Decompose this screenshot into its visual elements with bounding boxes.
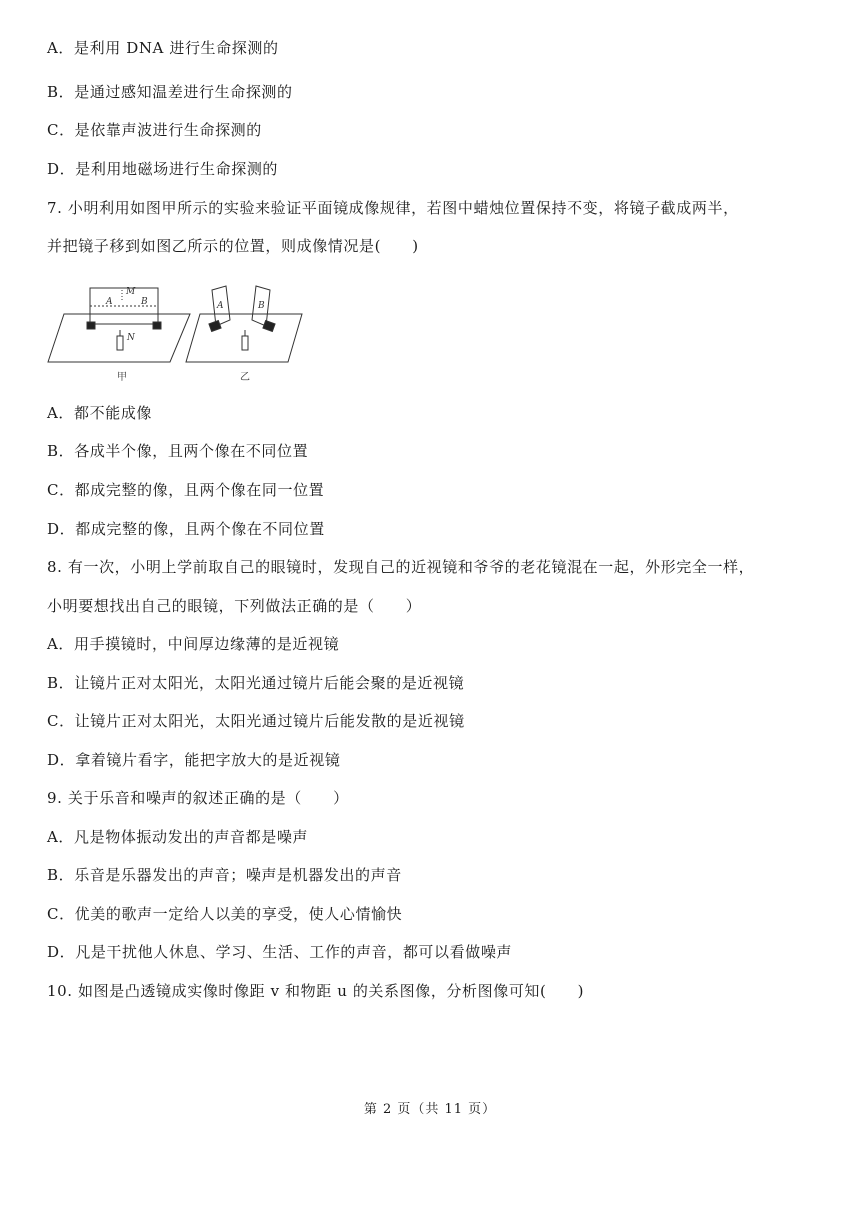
label-b1: B xyxy=(141,297,148,307)
option-9c: C．优美的歌声一定给人以美的享受，使人心情愉快 xyxy=(47,905,403,923)
mirror-experiment-figure xyxy=(44,276,194,386)
label-a1: A xyxy=(106,297,113,307)
question-7-line2: 并把镜子移到如图乙所示的位置，则成像情况是( ) xyxy=(47,237,419,255)
option-9a: A．凡是物体振动发出的声音都是噪声 xyxy=(47,828,309,846)
question-8-line1: 8. 有一次，小明上学前取自己的眼镜时，发现自己的近视镜和爷爷的老花镜混在一起，外形完全一样， xyxy=(47,558,755,576)
caption-yi: 乙 xyxy=(240,372,250,383)
figure-yi xyxy=(186,286,302,362)
mirror-diagram xyxy=(44,276,194,386)
option-9b: B．乐音是乐器发出的声音；噪声是机器发出的声音 xyxy=(47,866,402,884)
table-plane-yi xyxy=(186,314,302,362)
figure-jia xyxy=(48,288,190,362)
label-b2: B xyxy=(258,301,265,311)
table-plane-jia xyxy=(48,314,190,362)
option-8d: D．拿着镜片看字，能把字放大的是近视镜 xyxy=(47,751,341,769)
label-n: N xyxy=(127,333,135,343)
page-footer: 第 2 页（共 11 页） xyxy=(363,1102,497,1117)
question-7-line1: 7. 小明利用如图甲所示的实验来验证平面镜成像规律，若图中蜡烛位置保持不变，将镜子截成两半， xyxy=(47,199,739,217)
option-7c: C．都成完整的像，且两个像在同一位置 xyxy=(47,481,325,499)
option-6a: A．是利用 DNA 进行生命探测的 xyxy=(47,39,279,57)
option-8c: C．让镜片正对太阳光，太阳光通过镜片后能发散的是近视镜 xyxy=(47,712,465,730)
question-8-line2: 小明要想找出自己的眼镜，下列做法正确的是（ ） xyxy=(47,597,422,615)
option-6b: B．是通过感知温差进行生命探测的 xyxy=(47,83,293,101)
option-7a: A．都不能成像 xyxy=(47,404,153,422)
label-a2: A xyxy=(217,301,224,311)
option-8a: A．用手摸镜时，中间厚边缘薄的是近视镜 xyxy=(47,635,340,653)
option-7d: D．都成完整的像，且两个像在不同位置 xyxy=(47,520,325,538)
candle-yi xyxy=(242,336,248,350)
option-6c: C．是依靠声波进行生命探测的 xyxy=(47,121,262,139)
mirror-diagram-yi xyxy=(184,276,304,386)
question-9: 9. 关于乐音和噪声的叙述正确的是（ ） xyxy=(47,789,349,807)
label-m: M xyxy=(126,287,136,297)
question-10: 10. 如图是凸透镜成实像时像距 v 和物距 u 的关系图像，分析图像可知( ) xyxy=(47,982,585,1000)
option-6d: D．是利用地磁场进行生命探测的 xyxy=(47,160,279,178)
candle-n xyxy=(117,336,123,350)
mirror-experiment-figure-yi xyxy=(184,276,334,386)
mirror-base-right xyxy=(153,322,161,329)
option-9d: D．凡是干扰他人休息、学习、生活、工作的声音，都可以看做噪声 xyxy=(47,943,513,961)
caption-jia: 甲 xyxy=(117,372,127,383)
option-7b: B．各成半个像，且两个像在不同位置 xyxy=(47,442,309,460)
mirror-base-left xyxy=(87,322,95,329)
option-8b: B．让镜片正对太阳光，太阳光通过镜片后能会聚的是近视镜 xyxy=(47,674,465,692)
